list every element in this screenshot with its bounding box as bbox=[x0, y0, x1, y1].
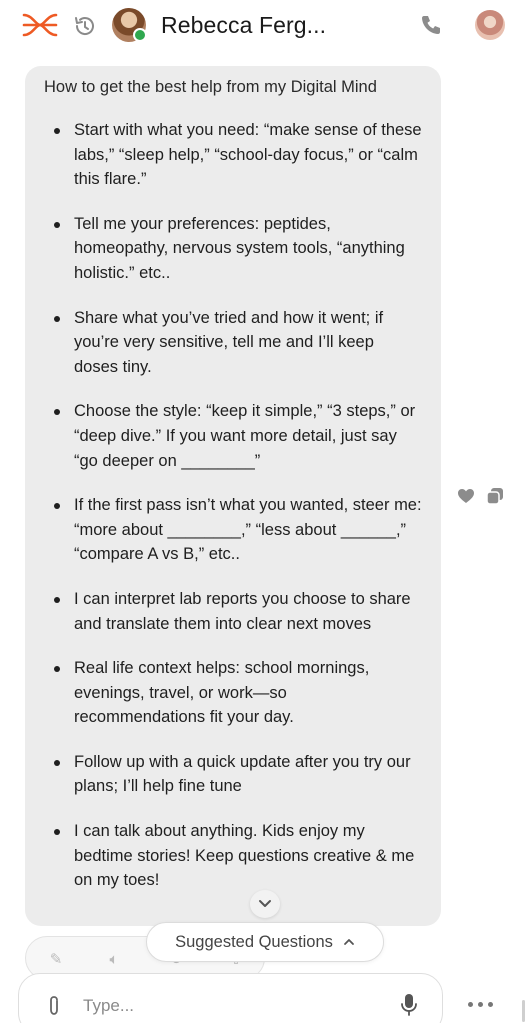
list-item: Tell me your preferences: peptides, homeopathy, nervous system tools, “anything holistic.” etc.. bbox=[52, 212, 422, 286]
suggested-questions-button[interactable] bbox=[146, 922, 384, 962]
user-avatar[interactable] bbox=[475, 10, 505, 40]
chat-header bbox=[0, 0, 530, 52]
list-item: Start with what you need: “make sense of these labs,” “sleep help,” “school-day focus,” or “calm this flare.” bbox=[52, 118, 422, 192]
message-input[interactable] bbox=[83, 994, 383, 1018]
phone-icon[interactable] bbox=[419, 13, 443, 37]
message-heading: How to get the best help from my Digital Mind bbox=[44, 78, 377, 96]
dot bbox=[488, 1002, 493, 1007]
chevron-down-icon bbox=[258, 899, 272, 909]
edit-icon[interactable]: ✎ bbox=[49, 951, 63, 968]
suggested-questions-label: Suggested Questions bbox=[175, 932, 333, 951]
list-item: I can talk about anything. Kids enjoy my bedtime stories! Keep questions creative & me on my toes! bbox=[52, 819, 422, 893]
list-item: Choose the style: “keep it simple,” “3 steps,” or “deep dive.” If you want more detail, just say “go deeper on ________” bbox=[52, 399, 422, 473]
scrollbar[interactable] bbox=[522, 1000, 525, 1022]
attachment-icon[interactable] bbox=[45, 995, 63, 1017]
scroll-down-button[interactable] bbox=[250, 890, 280, 918]
speaker-icon[interactable]: 🔈︎ bbox=[109, 950, 119, 968]
more-options-button[interactable] bbox=[468, 994, 500, 1014]
contact-name[interactable]: Rebecca Ferg... bbox=[161, 12, 327, 38]
dot bbox=[468, 1002, 473, 1007]
online-status-icon bbox=[133, 28, 147, 42]
list-item: If the first pass isn’t what you wanted, steer me: “more about ________,” “less about ______,” “compare A vs B,” etc.. bbox=[52, 493, 422, 567]
chevron-up-icon bbox=[343, 938, 355, 946]
list-item: Real life context helps: school mornings, evenings, travel, or work—so recommendations fit your day. bbox=[52, 656, 422, 730]
history-icon[interactable] bbox=[72, 13, 98, 39]
copy-icon[interactable] bbox=[486, 487, 504, 505]
list-item: I can interpret lab reports you choose to share and translate them into clear next moves bbox=[52, 587, 422, 636]
list-item: Follow up with a quick update after you try our plans; I’ll help fine tune bbox=[52, 750, 422, 799]
digital-mind-logo-icon[interactable] bbox=[22, 12, 58, 38]
microphone-icon[interactable] bbox=[400, 993, 418, 1017]
tips-list bbox=[52, 118, 422, 913]
list-item: Share what you’ve tried and how it went; if you’re very sensitive, tell me and I’ll keep doses tiny. bbox=[52, 306, 422, 380]
dot bbox=[478, 1002, 483, 1007]
heart-icon[interactable] bbox=[457, 488, 475, 504]
composer bbox=[18, 973, 443, 1023]
